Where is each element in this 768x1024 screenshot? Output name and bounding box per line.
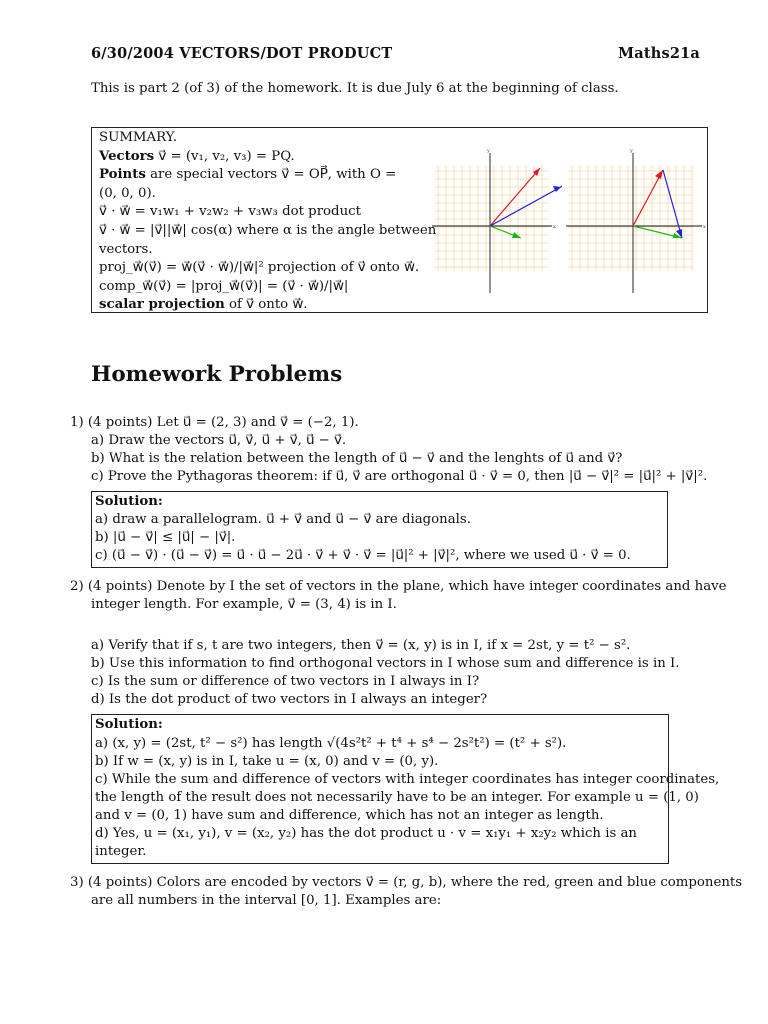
vector-w-blue [663,170,682,238]
summary-line: (0, 0, 0). [99,185,156,201]
problem-2-solution-line: d) Yes, u = (x₁, y₁), v = (x₂, y₂) has the dot product u · v = x₁y₁ + x₂y₂ which is an [95,826,637,841]
vector-diagram-projection [432,143,562,298]
problem-2-solution-line: and v = (0, 1) have sum and difference, which has not an integer as length. [95,808,604,823]
vector-diagram-difference [566,143,708,298]
problem-1-part-b: b) What is the relation between the length of u⃗ − v⃗ and the lenghts of u⃗ and v⃗? [91,451,623,466]
problem-1-part-c: c) Prove the Pythagoras theorem: if u⃗, v⃗ are orthogonal u⃗ · v⃗ = 0, then |u⃗ − v⃗|² = |u⃗|² + |v⃗|². [91,469,708,484]
x-axis-label: x [553,224,556,230]
section-heading: Homework Problems [91,362,343,387]
problem-2-part-c: c) Is the sum or difference of two vectors in I always in I? [91,674,480,689]
problem-2-part-a: a) Verify that if s, t are two integers, then v⃗ = (x, y) is in I, if x = 2st, y = t² − s². [91,638,631,653]
problem-2-solution-line: the length of the result does not necessarily have to be an integer. For example u = (1, 0) [95,790,699,805]
x-axis-label: x [703,224,706,230]
problem-2-statement: 2) (4 points) Denote by I the set of vectors in the plane, which have integer coordinates and have [70,579,727,594]
y-axis-label: y [630,148,633,154]
intro-text: This is part 2 (of 3) of the homework. It is due July 6 at the beginning of class. [91,81,619,96]
problem-2-solution-line: c) While the sum and difference of vectors with integer coordinates has integer coordinates, [95,772,720,787]
problem-2-solution-line: integer. [95,844,147,859]
problem-2-part-d: d) Is the dot product of two vectors in I always an integer? [91,692,488,707]
problem-1-solution-line: c) (u⃗ − v⃗) · (u⃗ − v⃗) = u⃗ · u⃗ − 2u⃗ · v⃗ + v⃗ · v⃗ = |u⃗|² + |v⃗|², where we used u⃗ · v⃗ = 0. [95,548,631,563]
grid [434,165,548,271]
problem-3-statement: 3) (4 points) Colors are encoded by vectors v⃗ = (r, g, b), where the red, green and blue components [70,875,743,890]
grid [568,165,694,271]
problem-1-part-a: a) Draw the vectors u⃗, v⃗, u⃗ + v⃗, u⃗ − v⃗. [91,433,347,448]
problem-2-solution-line: b) If w = (x, y) is in I, take u = (x, 0) and v = (0, y). [95,754,439,769]
summary-line: v⃗ · w⃗ = v₁w₁ + v₂w₂ + v₃w₃ dot product [99,204,361,220]
y-axis-label: y [487,148,490,154]
vector-v-red [633,170,663,226]
summary-line: Points are special vectors v⃗ = OP⃗, with O = [99,167,397,183]
problem-2-part-b: b) Use this information to find orthogonal vectors in I whose sum and difference is in I. [91,656,680,671]
summary-text [99,129,437,315]
summary-line: v⃗ · w⃗ = |v⃗||w⃗| cos(α) where α is the angle between [99,222,437,238]
page-header-title: 6/30/2004 VECTORS/DOT PRODUCT [91,45,393,62]
problem-1-statement: 1) (4 points) Let u⃗ = (2, 3) and v⃗ = (−2, 1). [70,415,359,430]
page-header-course: Maths21a [618,45,701,62]
problem-2-solution-line: a) (x, y) = (2st, t² − s²) has length √(4s²t² + t⁴ + s⁴ − 2s²t²) = (t² + s²). [95,736,567,751]
problem-2-statement-cont: integer length. For example, v⃗ = (3, 4) is in I. [91,597,397,612]
summary-line: Vectors v⃗ = (v₁, v₂, v₃) = PQ. [99,148,295,164]
problem-1-solution-line: a) draw a parallelogram. u⃗ + v⃗ and u⃗ − v⃗ are diagonals. [95,512,471,527]
summary-line: comp_w⃗(v⃗) = |proj_w⃗(v⃗)| = (v⃗ · w⃗)/|w⃗| [99,278,349,294]
problem-1-solution-line: b) |u⃗ − v⃗| ≤ |u⃗| − |v⃗|. [95,530,236,545]
problem-1-solution-title: Solution: [95,494,163,509]
summary-title: SUMMARY. [99,130,178,145]
problem-3-statement-cont: are all numbers in the interval [0, 1]. Examples are: [91,893,442,908]
summary-line: scalar projection of v⃗ onto w⃗. [99,297,308,313]
summary-line: proj_w⃗(v⃗) = w⃗(v⃗ · w⃗)/|w⃗|² projection of v⃗ onto w⃗. [99,260,420,276]
vector-v-red [490,168,540,226]
problem-2-solution-title: Solution: [95,717,163,732]
summary-line: vectors. [99,241,153,257]
